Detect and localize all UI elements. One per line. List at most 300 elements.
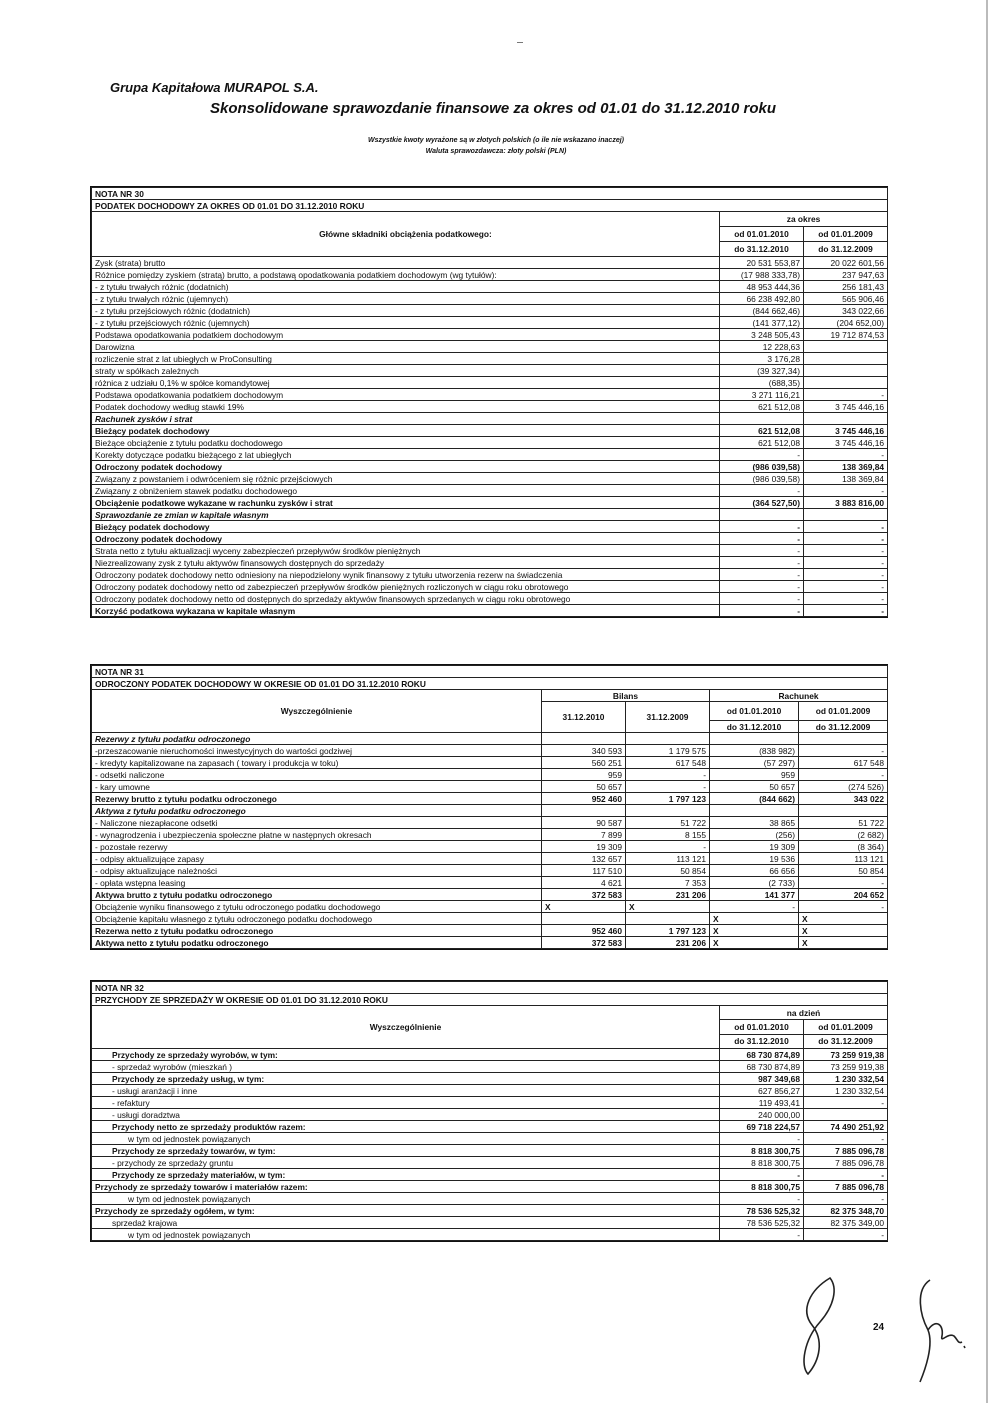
row-label: Związany z obniżeniem stawek podatku dochodowego bbox=[92, 485, 720, 497]
value-2009: - bbox=[804, 545, 888, 557]
value-2010: 987 349,68 bbox=[720, 1073, 804, 1085]
row-label: Różnice pomiędzy zyskiem (stratą) brutto, a podstawą opodatkowania podatkiem dochodowym (wg tytułów): bbox=[92, 269, 720, 281]
row-label: - Naliczone niezapłacone odsetki bbox=[92, 817, 542, 829]
rachunek-2010: X bbox=[710, 937, 799, 949]
nota-31-col4-from: od 01.01.2009 bbox=[799, 702, 888, 721]
value-2010: (986 039,58) bbox=[720, 473, 804, 485]
bilans-2010 bbox=[542, 805, 626, 817]
value-2009: 343 022,66 bbox=[804, 305, 888, 317]
bilans-2009: 1 797 123 bbox=[626, 925, 710, 937]
value-2010: - bbox=[720, 449, 804, 461]
value-2009: - bbox=[804, 449, 888, 461]
table-row bbox=[92, 497, 888, 509]
scan-edge bbox=[986, 0, 988, 1403]
value-2010 bbox=[720, 413, 804, 425]
bilans-2009: - bbox=[626, 841, 710, 853]
table-row bbox=[92, 569, 888, 581]
value-2009 bbox=[804, 353, 888, 365]
table-row bbox=[92, 1157, 888, 1169]
table-row bbox=[92, 745, 888, 757]
value-2010: 12 228,63 bbox=[720, 341, 804, 353]
value-2010: (17 988 333,78) bbox=[720, 269, 804, 281]
value-2009: 74 490 251,92 bbox=[804, 1121, 888, 1133]
page-number: 24 bbox=[873, 1322, 885, 1333]
table-row bbox=[92, 425, 888, 437]
value-2010: - bbox=[720, 485, 804, 497]
value-2010: 627 856,27 bbox=[720, 1085, 804, 1097]
bilans-2009: 231 206 bbox=[626, 889, 710, 901]
row-label: - pozostałe rezerwy bbox=[92, 841, 542, 853]
table-row bbox=[92, 365, 888, 377]
row-label: Obciążenie podatkowe wykazane w rachunku zysków i strat bbox=[92, 497, 720, 509]
bilans-2010 bbox=[542, 913, 626, 925]
row-label: Bieżący podatek dochodowy bbox=[92, 425, 720, 437]
rachunek-2009 bbox=[799, 733, 888, 745]
nota-30-col1-from: od 01.01.2010 bbox=[720, 227, 804, 242]
nota-32-head-label: Wyszczególnienie bbox=[92, 1006, 720, 1049]
nota-32-col1-from: od 01.01.2010 bbox=[720, 1020, 804, 1034]
rachunek-2009: X bbox=[799, 925, 888, 937]
nota-31-number: NOTA NR 31 bbox=[92, 666, 888, 678]
table-row bbox=[92, 605, 888, 617]
row-label: straty w spółkach zależnych bbox=[92, 365, 720, 377]
nota-31-col3-from: od 01.01.2010 bbox=[710, 702, 799, 721]
value-2010: - bbox=[720, 1229, 804, 1241]
table-row bbox=[92, 1109, 888, 1121]
table-row bbox=[92, 733, 888, 745]
table-row bbox=[92, 305, 888, 317]
row-label: - z tytułu trwałych różnic (dodatnich) bbox=[92, 281, 720, 293]
row-label: - odsetki naliczone bbox=[92, 769, 542, 781]
nota-32-col2-to: do 31.12.2009 bbox=[804, 1034, 888, 1048]
value-2009: 1 230 332,54 bbox=[804, 1073, 888, 1085]
nota-32-number: NOTA NR 32 bbox=[92, 982, 888, 994]
value-2010: 3 176,28 bbox=[720, 353, 804, 365]
table-row bbox=[92, 1085, 888, 1097]
nota-31-col1: 31.12.2010 bbox=[542, 702, 626, 733]
row-label: - opłata wstępna leasing bbox=[92, 877, 542, 889]
row-label: Sprawozdanie ze zmian w kapitale własnym bbox=[92, 509, 720, 521]
table-row bbox=[92, 901, 888, 913]
row-label: Obciążenie kapitału własnego z tytułu odroczonego podatku dochodowego bbox=[92, 913, 542, 925]
rachunek-2010: (57 297) bbox=[710, 757, 799, 769]
bilans-2009: 7 353 bbox=[626, 877, 710, 889]
value-2009: 3 745 446,16 bbox=[804, 437, 888, 449]
nota-31-title: ODROCZONY PODATEK DOCHODOWY W OKRESIE OD 01.01 DO 31.12.2010 ROKU bbox=[92, 678, 888, 690]
bilans-2009 bbox=[626, 805, 710, 817]
value-2010: 3 248 505,43 bbox=[720, 329, 804, 341]
rachunek-2009: (8 364) bbox=[799, 841, 888, 853]
value-2009 bbox=[804, 377, 888, 389]
row-label: - kary umowne bbox=[92, 781, 542, 793]
table-row bbox=[92, 521, 888, 533]
value-2009 bbox=[804, 413, 888, 425]
value-2009: 7 885 096,78 bbox=[804, 1181, 888, 1193]
table-row bbox=[92, 1061, 888, 1073]
report-title: Skonsolidowane sprawozdanie finansowe za okres od 01.01 do 31.12.2010 roku bbox=[210, 100, 777, 117]
row-label: - kredyty kapitalizowane na zapasach ( towary i produkcja w toku) bbox=[92, 757, 542, 769]
value-2010: - bbox=[720, 593, 804, 605]
row-label: Przychody ze sprzedaży towarów, w tym: bbox=[92, 1145, 720, 1157]
rachunek-2010: (2 733) bbox=[710, 877, 799, 889]
value-2010: 68 730 874,89 bbox=[720, 1049, 804, 1061]
row-label: rozliczenie strat z lat ubiegłych w ProConsulting bbox=[92, 353, 720, 365]
bilans-2010: 132 657 bbox=[542, 853, 626, 865]
nota-31-head-bilans: Bilans bbox=[542, 690, 710, 702]
rachunek-2010: 66 656 bbox=[710, 865, 799, 877]
value-2009: - bbox=[804, 557, 888, 569]
value-2009: - bbox=[804, 1169, 888, 1181]
bilans-2010: 90 587 bbox=[542, 817, 626, 829]
row-label: Odroczony podatek dochodowy bbox=[92, 533, 720, 545]
bilans-2009: - bbox=[626, 769, 710, 781]
nota-32-table bbox=[91, 981, 888, 1241]
nota-31-table bbox=[91, 665, 888, 949]
value-2009: 256 181,43 bbox=[804, 281, 888, 293]
rachunek-2009: (2 682) bbox=[799, 829, 888, 841]
bilans-2010: 50 657 bbox=[542, 781, 626, 793]
nota-30 bbox=[90, 186, 888, 618]
table-row bbox=[92, 1097, 888, 1109]
row-label: Odroczony podatek dochodowy bbox=[92, 461, 720, 473]
rachunek-2010: - bbox=[710, 901, 799, 913]
row-label: - usługi doradztwa bbox=[92, 1109, 720, 1121]
bilans-2010: 952 460 bbox=[542, 793, 626, 805]
bilans-2009: 231 206 bbox=[626, 937, 710, 949]
value-2010: - bbox=[720, 1169, 804, 1181]
value-2009: - bbox=[804, 605, 888, 617]
bilans-2009: 1 179 575 bbox=[626, 745, 710, 757]
table-row bbox=[92, 841, 888, 853]
rachunek-2009: X bbox=[799, 913, 888, 925]
value-2010: (39 327,34) bbox=[720, 365, 804, 377]
table-row bbox=[92, 341, 888, 353]
value-2009: 73 259 919,38 bbox=[804, 1049, 888, 1061]
nota-31-head-rachunek: Rachunek bbox=[710, 690, 888, 702]
row-label: Przychody ze sprzedaży usług, w tym: bbox=[92, 1073, 720, 1085]
table-row bbox=[92, 545, 888, 557]
rachunek-2010: 19 309 bbox=[710, 841, 799, 853]
value-2009: 7 885 096,78 bbox=[804, 1157, 888, 1169]
rachunek-2009: 343 022 bbox=[799, 793, 888, 805]
row-label: Zysk (strata) brutto bbox=[92, 257, 720, 269]
table-row bbox=[92, 461, 888, 473]
row-label: Rezerwa netto z tytułu podatku odroczonego bbox=[92, 925, 542, 937]
row-label: Korekty dotyczące podatku bieżącego z lat ubiegłych bbox=[92, 449, 720, 461]
nota-30-col2-from: od 01.01.2009 bbox=[804, 227, 888, 242]
row-label: Rezerwy z tytułu podatku odroczonego bbox=[92, 733, 542, 745]
table-row bbox=[92, 269, 888, 281]
table-row bbox=[92, 793, 888, 805]
value-2010: 119 493,41 bbox=[720, 1097, 804, 1109]
value-2010: - bbox=[720, 1193, 804, 1205]
table-row bbox=[92, 581, 888, 593]
value-2010 bbox=[720, 509, 804, 521]
row-label: - odpisy aktualizujące zapasy bbox=[92, 853, 542, 865]
signature-left bbox=[790, 1270, 850, 1380]
bilans-2009: 51 722 bbox=[626, 817, 710, 829]
nota-30-head-label: Główne składniki obciążenia podatkowego: bbox=[92, 212, 720, 257]
rachunek-2009: - bbox=[799, 901, 888, 913]
value-2010: (141 377,12) bbox=[720, 317, 804, 329]
table-row bbox=[92, 865, 888, 877]
rachunek-2010 bbox=[710, 805, 799, 817]
row-label: Strata netto z tytułu aktualizacji wyceny zabezpieczeń przepływów środków pieniężnych bbox=[92, 545, 720, 557]
bilans-2009 bbox=[626, 913, 710, 925]
row-label: sprzedaż krajowa bbox=[92, 1217, 720, 1229]
bilans-2010: 117 510 bbox=[542, 865, 626, 877]
row-label: Przychody ze sprzedaży ogółem, w tym: bbox=[92, 1205, 720, 1217]
value-2010: (844 662,46) bbox=[720, 305, 804, 317]
table-row bbox=[92, 829, 888, 841]
table-row bbox=[92, 449, 888, 461]
value-2010: 3 271 116,21 bbox=[720, 389, 804, 401]
row-label: Przychody ze sprzedaży towarów i materiałów razem: bbox=[92, 1181, 720, 1193]
value-2010: - bbox=[720, 605, 804, 617]
value-2010: - bbox=[720, 1133, 804, 1145]
value-2009: 138 369,84 bbox=[804, 473, 888, 485]
table-row bbox=[92, 1181, 888, 1193]
bilans-2010: 959 bbox=[542, 769, 626, 781]
row-label: Odroczony podatek dochodowy netto od zabezpieczeń przepływów środków pieniężnych rozliczonych w ciągu roku obrotowego bbox=[92, 581, 720, 593]
nota-30-head-period: za okres bbox=[720, 212, 888, 227]
table-row bbox=[92, 281, 888, 293]
value-2009 bbox=[804, 1109, 888, 1121]
row-label: Odroczony podatek dochodowy netto odniesiony na niepodzielony wynik finansowy z tytułu utworzenia rezerw na świadczenia bbox=[92, 569, 720, 581]
table-row bbox=[92, 817, 888, 829]
table-row bbox=[92, 1193, 888, 1205]
table-row bbox=[92, 353, 888, 365]
table-row bbox=[92, 1229, 888, 1241]
table-row bbox=[92, 401, 888, 413]
row-label: Przychody ze sprzedaży wyrobów, w tym: bbox=[92, 1049, 720, 1061]
rachunek-2010: 38 865 bbox=[710, 817, 799, 829]
row-label: w tym od jednostek powiązanych bbox=[92, 1193, 720, 1205]
value-2009: - bbox=[804, 389, 888, 401]
value-2009: - bbox=[804, 581, 888, 593]
bilans-2009: 113 121 bbox=[626, 853, 710, 865]
signature-right bbox=[900, 1270, 972, 1390]
nota-31-col4-to: do 31.12.2009 bbox=[799, 721, 888, 733]
rachunek-2009: - bbox=[799, 745, 888, 757]
value-2009: - bbox=[804, 485, 888, 497]
table-row bbox=[92, 437, 888, 449]
row-label: Odroczony podatek dochodowy netto od dostępnych do sprzedaży aktywów finansowych sprzedanych w ciągu roku obrotowego bbox=[92, 593, 720, 605]
nota-30-rows bbox=[92, 257, 888, 617]
value-2010: 8 818 300,75 bbox=[720, 1145, 804, 1157]
currency-note: Wszystkie kwoty wyrażone są w złotych polskich (o ile nie wskazano inaczej) bbox=[368, 137, 624, 144]
row-label: Darowizna bbox=[92, 341, 720, 353]
value-2009 bbox=[804, 365, 888, 377]
rachunek-2010: 19 536 bbox=[710, 853, 799, 865]
nota-32-head-period: na dzień bbox=[720, 1006, 888, 1020]
value-2010: - bbox=[720, 521, 804, 533]
bilans-2010: 4 621 bbox=[542, 877, 626, 889]
table-row bbox=[92, 853, 888, 865]
value-2010: - bbox=[720, 557, 804, 569]
row-label: -przeszacowanie nieruchomości inwestycyjnych do wartości godziwej bbox=[92, 745, 542, 757]
table-row bbox=[92, 317, 888, 329]
bilans-2010: 7 899 bbox=[542, 829, 626, 841]
row-label: w tym od jednostek powiązanych bbox=[92, 1229, 720, 1241]
table-row bbox=[92, 593, 888, 605]
row-label: w tym od jednostek powiązanych bbox=[92, 1133, 720, 1145]
row-label: - odpisy aktualizujące należności bbox=[92, 865, 542, 877]
row-label: - z tytułu przejściowych różnic (dodatnich) bbox=[92, 305, 720, 317]
value-2010: 621 512,08 bbox=[720, 437, 804, 449]
value-2009: 73 259 919,38 bbox=[804, 1061, 888, 1073]
value-2009: - bbox=[804, 1133, 888, 1145]
row-label: - wynagrodzenia i ubezpieczenia społeczne płatne w następnych okresach bbox=[92, 829, 542, 841]
nota-31-col3-to: do 31.12.2010 bbox=[710, 721, 799, 733]
table-row bbox=[92, 757, 888, 769]
rachunek-2009: (274 526) bbox=[799, 781, 888, 793]
reporting-currency-note: Waluta sprawozdawcza: złoty polski (PLN) bbox=[425, 148, 567, 155]
nota-31-col2: 31.12.2009 bbox=[626, 702, 710, 733]
rachunek-2010: (838 982) bbox=[710, 745, 799, 757]
rachunek-2009: 204 652 bbox=[799, 889, 888, 901]
value-2009: - bbox=[804, 569, 888, 581]
table-row bbox=[92, 925, 888, 937]
nota-31 bbox=[90, 664, 888, 950]
row-label: Korzyść podatkowa wykazana w kapitale własnym bbox=[92, 605, 720, 617]
nota-32-col1-to: do 31.12.2010 bbox=[720, 1034, 804, 1048]
value-2010: (986 039,58) bbox=[720, 461, 804, 473]
row-label: Bieżące obciążenie z tytułu podatku dochodowego bbox=[92, 437, 720, 449]
nota-31-rows bbox=[92, 733, 888, 949]
table-row bbox=[92, 329, 888, 341]
value-2009: 3 745 446,16 bbox=[804, 401, 888, 413]
row-label: - sprzedaż wyrobów (mieszkań ) bbox=[92, 1061, 720, 1073]
table-row bbox=[92, 1049, 888, 1061]
value-2010: 621 512,08 bbox=[720, 401, 804, 413]
row-label: Rezerwy brutto z tytułu podatku odroczonego bbox=[92, 793, 542, 805]
table-row bbox=[92, 485, 888, 497]
value-2009: 82 375 349,00 bbox=[804, 1217, 888, 1229]
row-label: - z tytułu przejściowych różnic (ujemnych) bbox=[92, 317, 720, 329]
nota-32 bbox=[90, 980, 888, 1242]
value-2010: 8 818 300,75 bbox=[720, 1157, 804, 1169]
row-label: Aktywa brutto z tytułu podatku odroczonego bbox=[92, 889, 542, 901]
bilans-2009: - bbox=[626, 781, 710, 793]
value-2009: 3 883 816,00 bbox=[804, 497, 888, 509]
rachunek-2010: X bbox=[710, 925, 799, 937]
value-2010: - bbox=[720, 545, 804, 557]
table-row bbox=[92, 413, 888, 425]
scan-mark bbox=[517, 42, 523, 43]
bilans-2010: 372 583 bbox=[542, 889, 626, 901]
table-row bbox=[92, 1073, 888, 1085]
nota-30-table bbox=[91, 187, 888, 617]
row-label: Rachunek zysków i strat bbox=[92, 413, 720, 425]
bilans-2009: 8 155 bbox=[626, 829, 710, 841]
nota-32-title: PRZYCHODY ZE SPRZEDAŻY W OKRESIE OD 01.01 DO 31.12.2010 ROKU bbox=[92, 994, 888, 1006]
rachunek-2009: 50 854 bbox=[799, 865, 888, 877]
value-2009: 237 947,63 bbox=[804, 269, 888, 281]
table-row bbox=[92, 509, 888, 521]
value-2010: - bbox=[720, 581, 804, 593]
table-row bbox=[92, 389, 888, 401]
value-2009 bbox=[804, 341, 888, 353]
row-label: - usługi aranżacji i inne bbox=[92, 1085, 720, 1097]
value-2009: 565 906,46 bbox=[804, 293, 888, 305]
value-2009: 1 230 332,54 bbox=[804, 1085, 888, 1097]
rachunek-2010: X bbox=[710, 913, 799, 925]
row-label: - z tytułu trwałych różnic (ujemnych) bbox=[92, 293, 720, 305]
value-2009 bbox=[804, 509, 888, 521]
bilans-2009: X bbox=[626, 901, 710, 913]
row-label: Podstawa opodatkowania podatkiem dochodowym bbox=[92, 389, 720, 401]
rachunek-2009: 113 121 bbox=[799, 853, 888, 865]
nota-32-rows bbox=[92, 1049, 888, 1241]
rachunek-2010: 959 bbox=[710, 769, 799, 781]
value-2009: - bbox=[804, 593, 888, 605]
table-row bbox=[92, 1205, 888, 1217]
rachunek-2010: (256) bbox=[710, 829, 799, 841]
rachunek-2009: 617 548 bbox=[799, 757, 888, 769]
table-row bbox=[92, 1145, 888, 1157]
value-2009: 82 375 348,70 bbox=[804, 1205, 888, 1217]
value-2009: - bbox=[804, 521, 888, 533]
value-2009: 138 369,84 bbox=[804, 461, 888, 473]
value-2010: 8 818 300,75 bbox=[720, 1181, 804, 1193]
value-2009: 19 712 874,53 bbox=[804, 329, 888, 341]
value-2009: - bbox=[804, 533, 888, 545]
rachunek-2009: - bbox=[799, 769, 888, 781]
bilans-2010: 19 309 bbox=[542, 841, 626, 853]
bilans-2009: 1 797 123 bbox=[626, 793, 710, 805]
table-row bbox=[92, 1217, 888, 1229]
value-2009: - bbox=[804, 1193, 888, 1205]
row-label: Przychody netto ze sprzedaży produktów razem: bbox=[92, 1121, 720, 1133]
table-row bbox=[92, 877, 888, 889]
rachunek-2010: 50 657 bbox=[710, 781, 799, 793]
value-2010: 78 536 525,32 bbox=[720, 1205, 804, 1217]
value-2010: 20 531 553,87 bbox=[720, 257, 804, 269]
value-2010: 78 536 525,32 bbox=[720, 1217, 804, 1229]
table-row bbox=[92, 257, 888, 269]
rachunek-2009: - bbox=[799, 877, 888, 889]
bilans-2009 bbox=[626, 733, 710, 745]
value-2009: 3 745 446,16 bbox=[804, 425, 888, 437]
rachunek-2010: (844 662) bbox=[710, 793, 799, 805]
rachunek-2009: 51 722 bbox=[799, 817, 888, 829]
nota-30-title: PODATEK DOCHODOWY ZA OKRES OD 01.01 DO 31.12.2010 ROKU bbox=[92, 200, 888, 212]
value-2010: - bbox=[720, 569, 804, 581]
bilans-2010: X bbox=[542, 901, 626, 913]
table-row bbox=[92, 377, 888, 389]
row-label: Obciążenie wyniku finansowego z tytułu odroczonego podatku dochodowego bbox=[92, 901, 542, 913]
table-row bbox=[92, 1169, 888, 1181]
value-2010: 68 730 874,89 bbox=[720, 1061, 804, 1073]
value-2009: 20 022 601,56 bbox=[804, 257, 888, 269]
table-row bbox=[92, 293, 888, 305]
rachunek-2009: X bbox=[799, 937, 888, 949]
row-label: Podatek dochodowy według stawki 19% bbox=[92, 401, 720, 413]
rachunek-2009 bbox=[799, 805, 888, 817]
rachunek-2010 bbox=[710, 733, 799, 745]
table-row bbox=[92, 1121, 888, 1133]
row-label: - przychody ze sprzedaży gruntu bbox=[92, 1157, 720, 1169]
table-row bbox=[92, 781, 888, 793]
value-2009: (204 652,00) bbox=[804, 317, 888, 329]
row-label: Bieżący podatek dochodowy bbox=[92, 521, 720, 533]
value-2009: 7 885 096,78 bbox=[804, 1145, 888, 1157]
nota-31-head-label: Wyszczególnienie bbox=[92, 690, 542, 733]
row-label: Aktywa z tytułu podatku odroczonego bbox=[92, 805, 542, 817]
nota-30-col1-to: do 31.12.2010 bbox=[720, 242, 804, 257]
value-2010: 240 000,00 bbox=[720, 1109, 804, 1121]
